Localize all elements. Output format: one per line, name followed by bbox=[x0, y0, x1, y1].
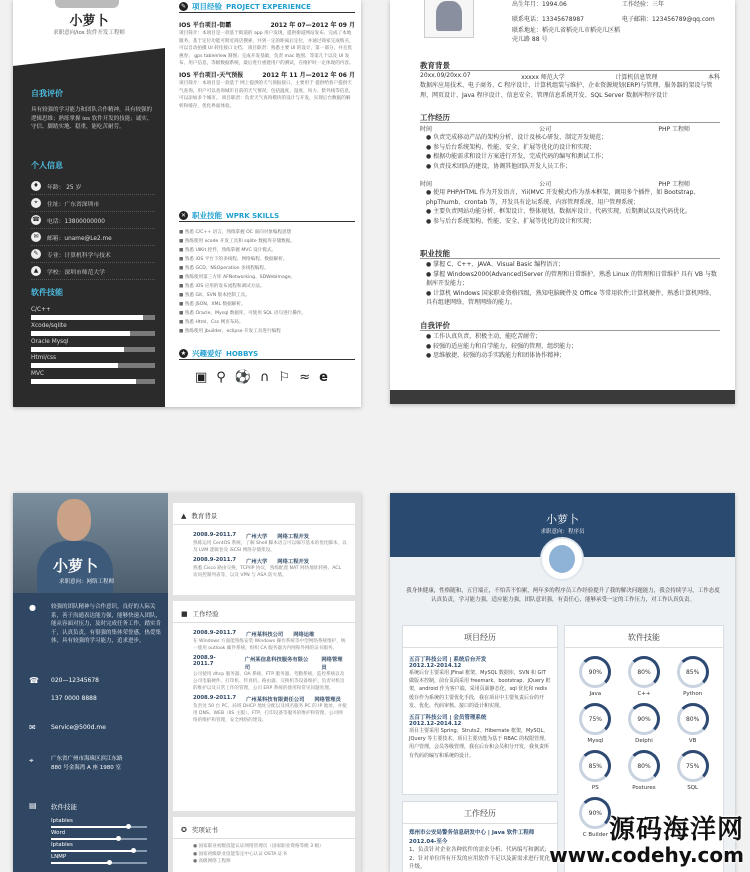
avatar bbox=[540, 537, 584, 581]
skill-name: Iptables bbox=[51, 818, 73, 824]
person-head bbox=[57, 499, 91, 541]
self-eval-text: 具有较强的学习能力和团队合作精神，具有较强的逻辑思维；熟练掌握 ios 软件开发的技能；诚实、守信、脚踏实地、稳重，能吃苦耐劳。 bbox=[31, 107, 153, 130]
skill-circle bbox=[677, 656, 709, 688]
skill-bar bbox=[31, 363, 155, 368]
cert-header bbox=[173, 817, 355, 839]
info-row bbox=[31, 246, 155, 263]
eval-rule bbox=[420, 330, 720, 331]
email: Service@500d.me bbox=[51, 724, 106, 731]
work-title: 郑州市公安局警务信息研发中心 | Java 软件工程师 bbox=[409, 830, 535, 836]
work-skill-item: ■ 熟悉 UIKit 控件，熟练掌握 MVC 设计模式。 bbox=[179, 248, 277, 253]
location-icon: ⌖ bbox=[31, 198, 41, 208]
skill-percent: 90% bbox=[588, 668, 602, 676]
project-date: 2012.12-2014.12 bbox=[409, 663, 462, 669]
project-list bbox=[179, 18, 355, 110]
edu-heading: 教育背景 bbox=[191, 512, 218, 520]
skills-heading: 软件技能 bbox=[51, 803, 77, 811]
phone-icon: ☎ bbox=[29, 676, 39, 685]
skill-circle-item bbox=[579, 703, 611, 744]
edu-field: 计算机信息管理 bbox=[615, 74, 658, 81]
skill-bar-fill bbox=[51, 826, 128, 828]
entry-date: 2008.9-2011.7 bbox=[193, 532, 237, 538]
job-time: 时间 bbox=[420, 181, 433, 188]
skill-bar bbox=[51, 862, 147, 864]
job-item: ● 负责技术团队的建设，协调其他团队开发人员工作； bbox=[426, 162, 572, 170]
job-item: ● 参与后台系统架构、性能、安全、扩展等优化的设计和实现； bbox=[426, 217, 596, 225]
headphone-icon: ∩ bbox=[260, 370, 270, 385]
skill-circle bbox=[579, 750, 611, 782]
project-date: 2012 年 11 月—2012 年 06 月 bbox=[262, 71, 355, 79]
eval-heading: 自我评价 bbox=[420, 321, 450, 330]
skill-name: Postures bbox=[632, 785, 656, 791]
skill-circle bbox=[628, 656, 660, 688]
avatar bbox=[436, 1, 462, 31]
skill-circle bbox=[677, 703, 709, 735]
contact-left: 出生年月：1994.06 bbox=[512, 1, 567, 8]
entry-header bbox=[193, 655, 347, 671]
edu-header bbox=[173, 503, 355, 525]
job-title: 求职意向：程序员 bbox=[540, 529, 585, 535]
cert-list bbox=[173, 839, 355, 866]
project-date: 2012 年 07—2012 年 09 月 bbox=[270, 22, 355, 29]
project-title: 五百丁科技公司 | 系统后台开发 bbox=[409, 657, 487, 663]
project-heading-en: PROJECT EXPERIENCE bbox=[226, 2, 311, 11]
entry-school: 广州大学 bbox=[246, 534, 268, 540]
project-heading: 项目经验 bbox=[192, 2, 222, 11]
cert-item: ● 国家初级职业技能鉴定中心认证 OSTA 证书 bbox=[193, 851, 288, 857]
skill-percent: 80% bbox=[637, 668, 651, 676]
age-icon: ♦ bbox=[31, 181, 41, 191]
skill-name: PS bbox=[591, 785, 599, 791]
job-company: 公司 bbox=[539, 181, 552, 188]
info-row bbox=[31, 178, 155, 195]
skill-percent: 80% bbox=[685, 715, 700, 723]
work-skills-heading: 职业技能 bbox=[192, 211, 222, 220]
skills-list bbox=[51, 816, 147, 864]
personal-heading: 个人信息 bbox=[31, 161, 63, 170]
skill-circle-item bbox=[677, 750, 709, 791]
work-skill-item: ■ 熟悉 iOS 应用的发布流程和调试方法。 bbox=[179, 284, 265, 289]
eval-list bbox=[420, 332, 720, 361]
mail-icon: ✉ bbox=[31, 232, 41, 242]
skill-name: LNMP bbox=[51, 854, 67, 860]
intro: 我身体健康，性格随和，五官端正，不怕苦不怕累，两年多的程序员工作经验提升了我的解决问题能力，我会持续学习，工作态度认真负责，学习能力强，适应能力强，团队意识强，有责任心，能够承受一定的工作压力，对工作认真负责。 bbox=[406, 588, 720, 603]
skill-circle-item bbox=[677, 656, 709, 697]
skill-circle bbox=[579, 703, 611, 735]
skill-name: Xcode/sqlite bbox=[31, 323, 67, 329]
school-icon: ▲ bbox=[31, 266, 41, 276]
job-header bbox=[420, 179, 720, 188]
skill-bar-knob bbox=[131, 848, 136, 853]
run-icon: ⚐ bbox=[278, 370, 291, 385]
mail-icon: ✉ bbox=[29, 723, 36, 732]
user-icon: ● bbox=[29, 603, 36, 612]
entry-date: 2008.9-2011.7 bbox=[193, 655, 216, 667]
skill-bar bbox=[51, 850, 147, 852]
avatar-face bbox=[549, 545, 575, 573]
project-title-row bbox=[179, 70, 355, 79]
project-title: IOS 平台项目-天气预报 bbox=[179, 71, 244, 79]
project-list bbox=[403, 648, 557, 764]
hobby-heading-en: HOBBYS bbox=[226, 349, 259, 358]
main-content bbox=[167, 0, 357, 407]
work-desc: 1、负责针对企业各种软件的需求分析、代码编写和测试；2、针对单位所有开发的应用软件不足以及新需求进行优化升级。 bbox=[409, 847, 551, 870]
skills-list bbox=[31, 304, 155, 384]
contact-right: 工作经验：三年 bbox=[622, 1, 665, 8]
work-skill-item: ■ 熟悉 GCD、NSOperation 多线程编程。 bbox=[179, 266, 269, 271]
skill-name: MVC bbox=[31, 371, 45, 377]
work-panel bbox=[173, 601, 355, 811]
skill-circle bbox=[628, 703, 660, 735]
project-panel bbox=[402, 625, 558, 795]
name: 小萝卜 bbox=[69, 14, 109, 29]
star-icon: ★ bbox=[180, 350, 187, 357]
skill-percent: 80% bbox=[637, 762, 651, 770]
skill-bar-fill bbox=[31, 331, 130, 336]
cert-heading: 奖项证书 bbox=[191, 826, 218, 834]
info-text: 学校：深圳市师范大学 bbox=[47, 269, 105, 276]
skill-name: SQL bbox=[687, 785, 699, 791]
project-desc: 项目简介：本项目是一款基于街道的 app 用户发现，提供街道网站发布、完成了本地服务。基于定位功能可附近商店搜索，并到一定的距离后定位，并通过商家完成购买，可以自动拍摄 UI 转化接口文档。 项目职责：熟悉主要 UI 的设计，第一部分，并且优惠券、 gps tableView 制图；完成开发基础，负责 mac 地图、等第几个以及 UI 发布、用户信息，等级数据系统，最后进行重建用户的测试，在维护时一定体现的内容。 bbox=[179, 31, 354, 67]
project-title-row bbox=[179, 20, 355, 29]
skill-percent: 90% bbox=[637, 715, 651, 723]
info-text: 电话：13800000000 bbox=[47, 218, 105, 225]
resume-card-ios[interactable] bbox=[13, 0, 361, 407]
entry-major: 网络工程开发 bbox=[277, 559, 310, 565]
skill-name: Java bbox=[589, 691, 602, 697]
skill-circle bbox=[677, 750, 709, 782]
skill-circle-item bbox=[579, 656, 611, 697]
skill-name: Python bbox=[683, 691, 703, 697]
job-item: ● 负责完成移动产品的架构分析、设计及核心研发、制定开发规范； bbox=[426, 134, 608, 141]
entry-role: 网络管理员 bbox=[314, 697, 341, 703]
pen-icon: ✎ bbox=[180, 3, 187, 10]
info-row bbox=[31, 229, 155, 246]
phone-icon: ☎ bbox=[32, 216, 40, 223]
edu-heading: 教育背景 bbox=[420, 61, 450, 70]
skill-bar-knob bbox=[116, 836, 121, 841]
skill-name: Oracle Mysql bbox=[31, 339, 69, 345]
skill-bar-fill bbox=[31, 379, 136, 384]
contact-left: 联系电话：13345678987 bbox=[512, 16, 584, 23]
skill-bar bbox=[51, 838, 147, 840]
cert-item: ● 国家职业初级技能认证网络管理员（国家职业资格等级 3 级） bbox=[193, 844, 324, 849]
entry-header bbox=[193, 695, 347, 703]
bike-icon: ⚲ bbox=[216, 370, 226, 385]
entry-company: 广州某科技公司 bbox=[246, 632, 284, 638]
skill-circle bbox=[579, 656, 611, 688]
skill-name: C++ bbox=[637, 691, 651, 697]
resume-card-network[interactable] bbox=[13, 493, 361, 872]
phone: 020—12345678 bbox=[51, 677, 99, 684]
skill-name: Word bbox=[51, 830, 66, 836]
entry-major: 网络工程开发 bbox=[277, 534, 310, 540]
skill-percent: 75% bbox=[588, 715, 602, 723]
entry-header bbox=[193, 532, 347, 540]
job-title: 求职意向/ios 软件开发工程师 bbox=[53, 30, 125, 36]
job-item: ● 根据功能需求和设计方案进行开发，完成代码的编写和测试工作； bbox=[426, 153, 608, 160]
entry-desc: 公司使用 dhcp 服务器、OA 系统、FTP 服务器、考勤系统，监控系统以及公司电脑硬件、打印机、传真机、路由器、交换机等设备维护。负责对机房的维护以及日常工作的管理，公司 ERP 系统的使用和常见问题处理。 bbox=[193, 672, 345, 691]
work-skill-item: ■ 熟悉 Oracle、Mysql 数据库，可使用 SQL 语句进行操作。 bbox=[179, 311, 307, 316]
project-desc: 项目简介：本项目是一款基于 网上提供的天气预报接口，主要用于 提供给客户提供天气查询。用户可以查询城市目前的天气情况，包括温度、湿度、风力、紫外线等信息，可以添加多个城市。 项目职责：负责天气查询模块的设计与开发，实现后台数据的解析和缓存，优化界面体验。 bbox=[179, 80, 354, 109]
entry-desc: 在 Windows 方面能熟练安装 Windows 操作系统等中型网络系统维护，统一使用 outlook 邮件系统，组织 CA 服务器为内网和外网的证书服务。 bbox=[193, 639, 346, 651]
work-skill-item: ■ 熟悉 iOS 平台下的多线程、网络编程、数据解析。 bbox=[179, 257, 288, 262]
work-date: 2012.04-至今 bbox=[409, 839, 448, 845]
job-item: ● 主要负责网站功能分析、框架设计、整体规划、数据库设计、代码实现，后期测试以及代码优化。 bbox=[426, 208, 692, 215]
skills-section-header bbox=[179, 210, 355, 222]
project-title: IOS 平台项目-街霸 bbox=[179, 22, 232, 29]
self-eval-heading: 自我评价 bbox=[31, 89, 63, 98]
info-text: 邮箱：uname@Le2.me bbox=[47, 235, 112, 242]
skill-bar-fill bbox=[51, 850, 133, 852]
mobile: 137 0000 8888 bbox=[51, 695, 97, 702]
graduation-icon: ▲ bbox=[181, 511, 187, 520]
cert-heading: 职业技能 bbox=[420, 249, 450, 258]
skill-bar bbox=[51, 826, 147, 828]
job-item: ● 参与后台系统架构、性能、安全、扩展等优化的设计和实现； bbox=[426, 143, 596, 151]
work-skills-list bbox=[179, 228, 355, 336]
entry-desc: 熟练运用 CentOS 系统，了解 Shell 脚本语言可以编写基本的优化脚本，以及 LVM 逻辑卷及 iSCSI 网络存储架设。 bbox=[193, 541, 347, 553]
intro: 较强的团队精神与合作意识，良好的人际关系，善于沟通表达能力强，能够快速入团队，能从容面对压力，及时完成任务工作，踏实肯干，认真负责，有很强的集体荣誉感，热爱集体，具有较强的学习能力，追求进步。 bbox=[51, 604, 162, 644]
major-icon: ✎ bbox=[31, 249, 41, 259]
info-text: 专业：计算机科学与技术 bbox=[47, 252, 111, 259]
sidebar bbox=[13, 0, 165, 407]
work-heading: 工作经历 bbox=[420, 113, 450, 122]
resume-card-php[interactable] bbox=[390, 0, 735, 404]
hobby-heading: 兴趣爱好 bbox=[192, 349, 222, 358]
skill-circle bbox=[628, 750, 660, 782]
contact-left: 联系地址：稻壳儿省稻壳儿市稻壳儿区稻壳儿路 88 号 bbox=[512, 26, 621, 43]
eval-item: ● 较强的适应能力和自学能力，较强的管理、组织能力； bbox=[426, 342, 578, 350]
project-heading: 项目经历 bbox=[403, 626, 557, 648]
work-skill-item: ■ 熟练使用 jbuilder、eclipse 开发工具进行编程 bbox=[179, 329, 281, 334]
work-skills-heading-en: WPRK SKILLS bbox=[226, 211, 280, 220]
location-icon: ⌖ bbox=[29, 756, 34, 765]
entry-role: 网络管理员 bbox=[321, 657, 343, 671]
skills-heading: 软件技能 bbox=[565, 626, 723, 648]
skill-name: C Builder bbox=[582, 832, 608, 838]
entry-desc: 负责处 50 台 PC、局域 DHCP 地址分配以及域名服务 PC 的 IP 地址，并使用 DNS、WEB（IIS 主服）、FTP，打印设备等服务的维护和管理，公司网络的维护和管理，安全网络的建设。 bbox=[193, 704, 347, 723]
watermark bbox=[549, 816, 744, 866]
skill-name: Delphi bbox=[635, 738, 653, 744]
edu-field: xxxxx 师范大学 bbox=[521, 74, 565, 81]
work-list bbox=[173, 623, 355, 724]
work-heading: 工作经历 bbox=[403, 802, 557, 824]
edu-list bbox=[173, 525, 355, 579]
job-title: 求职意向：网络工程师 bbox=[59, 579, 115, 585]
entry-header bbox=[193, 557, 347, 565]
name: 小萝卜 bbox=[546, 513, 579, 526]
cert-item: ● 掌握 Windows2000(Advanced)Server 的管理和日常维护，熟悉 Linux 的管理和日常维护 具有 VB 与数据库开发能力； bbox=[426, 270, 717, 287]
skill-circle-item bbox=[628, 750, 660, 791]
contact-right: 电子邮箱：123456789@qq.com bbox=[622, 16, 715, 23]
work-skill-item: ■ 熟悉 Html、Css 网页布局。 bbox=[179, 320, 244, 325]
skill-percent: 85% bbox=[685, 668, 700, 676]
swim-icon: ≈ bbox=[299, 370, 311, 385]
address: 广东省广州市海珠区滨江东路 880 号金海湾 A 座 1980 室 bbox=[51, 756, 123, 771]
entry-header bbox=[193, 630, 347, 638]
skill-circle-item bbox=[628, 656, 660, 697]
edu-line bbox=[420, 72, 720, 81]
sidebar bbox=[13, 493, 168, 872]
skill-name: C/C++ bbox=[31, 307, 51, 313]
skill-bar-fill bbox=[31, 347, 124, 352]
skill-bar bbox=[31, 379, 155, 384]
info-text: 年龄： 25 岁 bbox=[47, 184, 82, 191]
job-time: 时间 bbox=[420, 126, 433, 133]
name: 小萝卜 bbox=[53, 557, 99, 575]
job-role: PHP 工程师 bbox=[658, 126, 690, 133]
contact-fields bbox=[512, 0, 727, 41]
skill-name: Html/css bbox=[31, 355, 57, 361]
work-skill-item: ■ 熟练使用 xcode 开发工具和 sqlite 数据库存储数据。 bbox=[179, 239, 295, 244]
skill-bar-fill bbox=[31, 315, 143, 320]
camera-icon: ▣ bbox=[195, 370, 208, 385]
work-skill-item: ■ 熟悉 C/C++ 语言，熟练掌握 OC 面向对象编程思想 bbox=[179, 230, 292, 235]
edu-panel bbox=[173, 503, 355, 595]
entry-company: 广州某科技有限责任公司 bbox=[246, 697, 305, 703]
award-icon: ✪ bbox=[181, 825, 187, 834]
tools-icon: ✕ bbox=[180, 212, 187, 219]
info-text: 住址：广东省深圳市 bbox=[47, 201, 100, 208]
work-heading: 工作经验 bbox=[192, 610, 219, 618]
skill-circle-item bbox=[579, 750, 611, 791]
work-skill-item: ■ 熟悉 JSON、XML 数据解析。 bbox=[179, 302, 246, 307]
edu-desc: 数据库应用技术、电子商务、C 程序设计、计算机组装与维护、企业资源规划(ERP)与管理、服务器的架设与管理、网页设计、Java 程序设计、信息安全、管理信息系统开发、SQL Server 数据库程序设计 bbox=[420, 82, 713, 99]
entry-desc: 熟悉 Cisco 路由交换，TCP/IP 协议，熟练配置 NAT 网络地址转换、ACL 访问控制列表等，以及 VPN 与 ASA 防火墙。 bbox=[193, 566, 342, 578]
footer-bar bbox=[390, 390, 735, 404]
eval-item: ● 思维敏捷，较强的动手实践能力和团体协作精神； bbox=[426, 352, 566, 359]
skill-bar-knob bbox=[126, 824, 131, 829]
skill-percent: 85% bbox=[588, 762, 602, 770]
entry-date: 2008.9-2011.7 bbox=[193, 630, 237, 636]
skill-bar bbox=[31, 347, 155, 352]
briefcase-icon: ■ bbox=[181, 609, 188, 618]
info-row bbox=[31, 212, 155, 229]
cert-item: ● 掌握 C、C++、JAVA、Visual Basic 编程语言； bbox=[426, 261, 565, 268]
job-role: PHP 工程师 bbox=[658, 181, 690, 188]
project-title: 五百丁科技公司 | 会员管理系统 bbox=[409, 715, 487, 722]
entry-school: 广州大学 bbox=[246, 559, 268, 565]
skill-percent: 90% bbox=[588, 809, 602, 817]
job-header bbox=[420, 124, 720, 133]
cert-panel bbox=[173, 817, 355, 872]
skill-name: Mysql bbox=[587, 738, 604, 744]
project-section-header bbox=[179, 1, 355, 13]
edu-field: 本科 bbox=[707, 74, 720, 81]
project-desc: 项目主要采用 Spring、Struts2、Hibernate 框架，MySQL，JQuery 等主要技术，项目主要功能为基于 RBAC 的权限管理，用户管理，会员等级管理，我在后台和会员积分开发，我负责所有代码的编写和系统的设计。 bbox=[409, 728, 550, 759]
project-desc: 系统后台主要采用 JFinal 框架，MySQL 数据库，SVN 和 GIT 做版本控制，前台页面采用 freemark、bootstrap、jQuery 框架，android 作为客户端，采用页面静态化，sql 优化和 redis 缓存作为系统的主要优化手段，我在项目中主要负责后台的开发、优化、代码审核、接口的设计和实现。 bbox=[409, 670, 551, 709]
photo-frame bbox=[424, 0, 474, 38]
skill-percent: 75% bbox=[685, 762, 700, 770]
hobby-icons bbox=[195, 370, 328, 385]
skill-name: Iptables bbox=[51, 842, 73, 848]
work-skill-item: ■ 熟练使用第三方库 AFNetworking、SDWebImage。 bbox=[179, 275, 296, 280]
skill-bar-fill bbox=[51, 838, 118, 840]
work-rule bbox=[420, 122, 720, 123]
job-list bbox=[420, 124, 720, 226]
entry-role: 网络运维 bbox=[293, 632, 315, 638]
skill-bar-knob bbox=[107, 860, 112, 865]
contact-row bbox=[512, 26, 727, 41]
eval-item: ● 工作认真负责，积极主动，能吃苦耐劳； bbox=[426, 333, 542, 340]
cert-list bbox=[420, 260, 720, 308]
skill-circle-item bbox=[628, 703, 660, 744]
skills-heading: 软件技能 bbox=[31, 288, 63, 297]
watermark-line1: 源码海洋网 bbox=[608, 815, 744, 845]
ie-icon: e bbox=[319, 370, 328, 385]
work-panel bbox=[402, 801, 558, 872]
personal-info-list bbox=[31, 178, 155, 280]
info-row bbox=[31, 195, 155, 212]
job-item: ● 使用 PHP/HTML 作为开发语言，Yii(MVC 开发模式)作为基本框架，调用多个插件，如 Bootstrap、phpThumb、crontab 等，开发具有论坛系统、内容管理系统、用户管理系统； bbox=[426, 189, 700, 206]
project-date: 2012.12-2014.12 bbox=[409, 721, 462, 728]
cert-item: ● 高级网络工程师 bbox=[193, 859, 231, 864]
job-company: 公司 bbox=[539, 126, 552, 133]
watermark-line2: www.codehy.com bbox=[549, 843, 744, 867]
skill-bar bbox=[31, 315, 155, 320]
work-skill-item: ■ 熟悉 Git、SVN 版本控制工具。 bbox=[179, 293, 250, 298]
bars-icon: ▤ bbox=[29, 801, 37, 810]
cert-item: ● 计算机 Windows 国家职业资格四级，熟知电脑硬件及 Office 等常用软件;计算机硬件，熟悉计算机网络，具有组建网络，管理网络的能力。 bbox=[426, 289, 716, 306]
cert-rule bbox=[420, 258, 720, 259]
entry-date: 2008.9-2011.7 bbox=[193, 695, 237, 701]
edu-field: 20xx.09/20xx.07 bbox=[420, 72, 471, 79]
entry-date: 2008.9-2011.7 bbox=[193, 557, 237, 563]
skill-name: VB bbox=[688, 738, 697, 744]
info-row bbox=[31, 263, 155, 280]
skill-bar-fill bbox=[51, 862, 109, 864]
entry-company: 广州某信息科技服务有限公司 bbox=[244, 657, 309, 671]
contact-row bbox=[512, 0, 727, 11]
avatar bbox=[55, 0, 119, 8]
skill-bar-fill bbox=[31, 363, 118, 368]
skill-bar bbox=[31, 331, 155, 336]
work-header bbox=[173, 601, 355, 623]
hobby-section-header bbox=[179, 348, 355, 360]
skill-circle-item bbox=[677, 703, 709, 744]
ball-icon: ⚽ bbox=[234, 370, 252, 385]
edu-rule bbox=[420, 70, 720, 71]
